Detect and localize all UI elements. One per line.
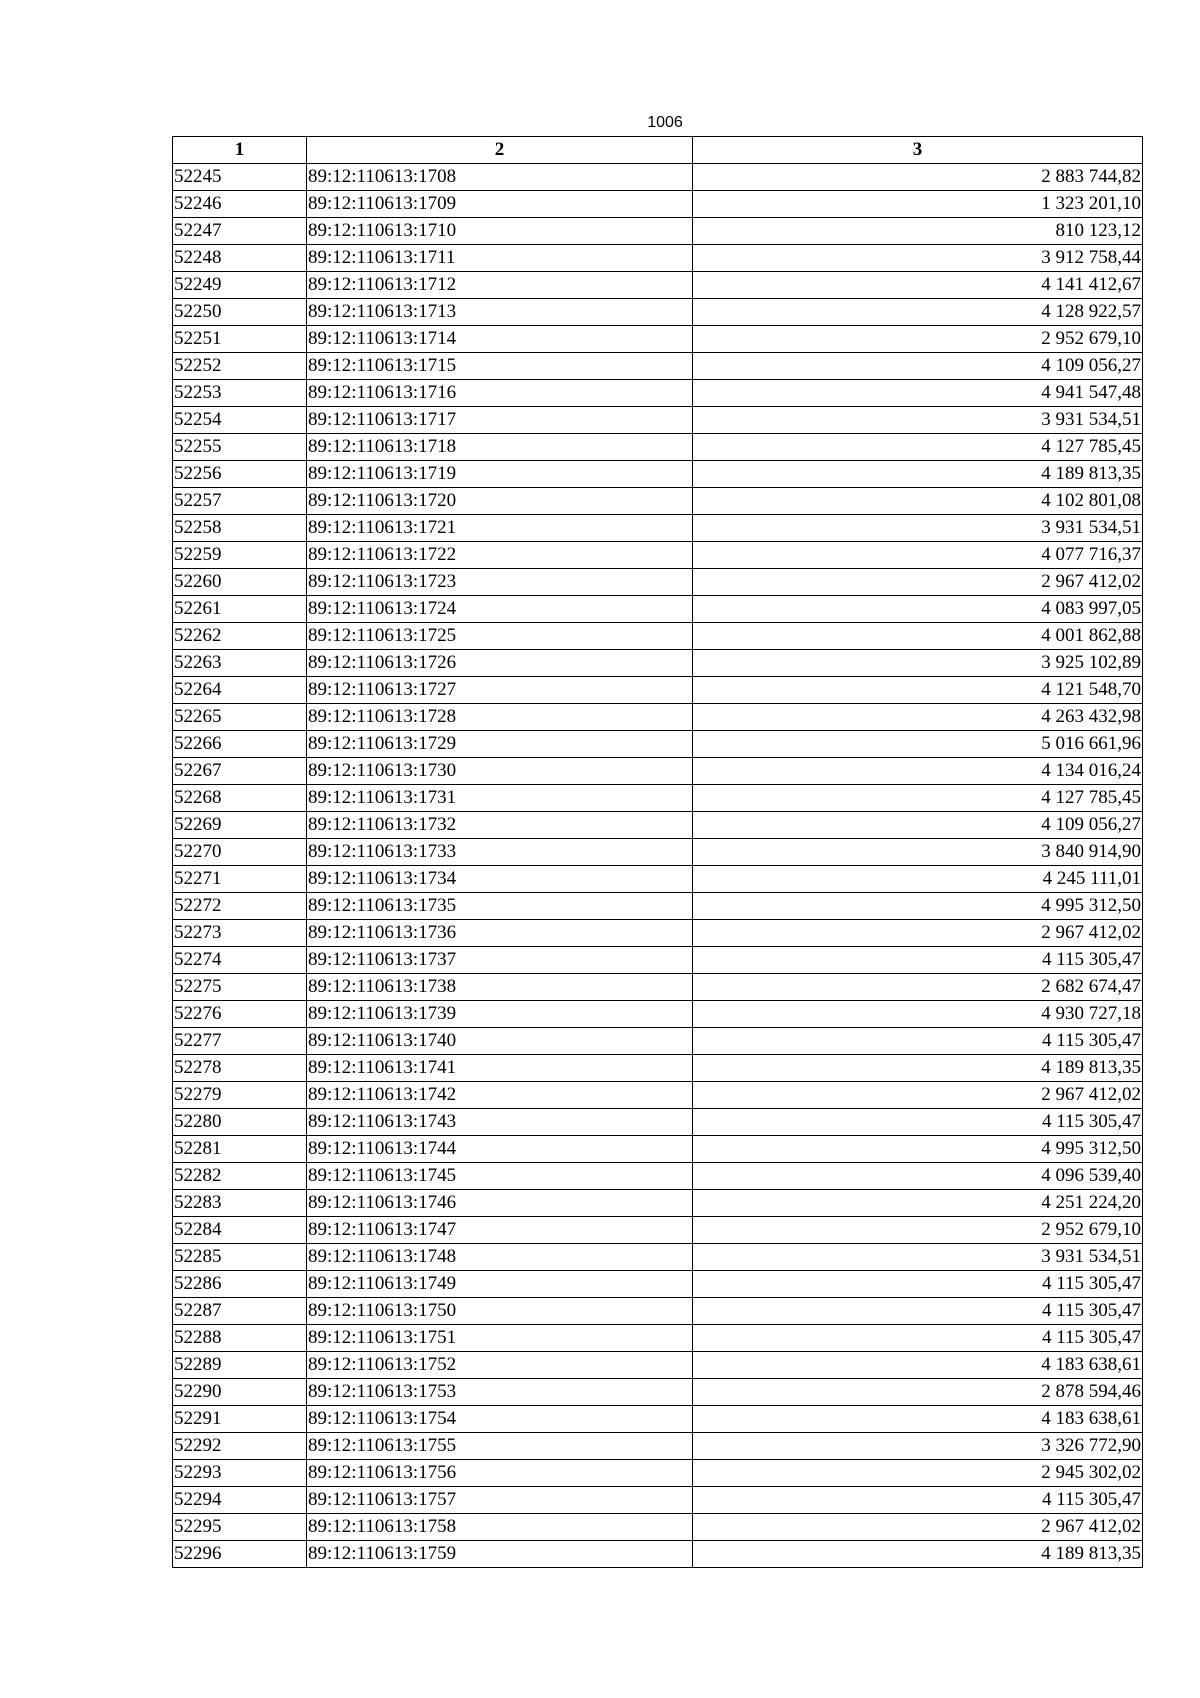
- row-number-cell: 52291: [173, 1406, 307, 1433]
- row-number-cell: 52262: [173, 623, 307, 650]
- row-number-cell: 52275: [173, 974, 307, 1001]
- cadastral-value-cell: 4 115 305,47: [693, 1271, 1143, 1298]
- cadastral-value-cell: 4 115 305,47: [693, 1325, 1143, 1352]
- cadastral-value-cell: 3 931 534,51: [693, 407, 1143, 434]
- cadastral-value-cell: 4 109 056,27: [693, 353, 1143, 380]
- row-number-cell: 52272: [173, 893, 307, 920]
- cadastral-value-cell: 4 127 785,45: [693, 785, 1143, 812]
- cadastral-value-cell: 4 134 016,24: [693, 758, 1143, 785]
- table-row: [173, 1028, 1143, 1055]
- table-row: [173, 542, 1143, 569]
- table-row: [173, 1136, 1143, 1163]
- table-row: [173, 1190, 1143, 1217]
- table-row: [173, 515, 1143, 542]
- cadastral-number-cell: 89:12:110613:1746: [307, 1190, 693, 1217]
- cadastral-number-cell: 89:12:110613:1720: [307, 488, 693, 515]
- cadastral-number-cell: 89:12:110613:1751: [307, 1325, 693, 1352]
- cadastral-value-cell: 4 001 862,88: [693, 623, 1143, 650]
- row-number-cell: 52281: [173, 1136, 307, 1163]
- table-row: [173, 1055, 1143, 1082]
- row-number-cell: 52295: [173, 1514, 307, 1541]
- cadastral-value-cell: 2 945 302,02: [693, 1460, 1143, 1487]
- cadastral-number-cell: 89:12:110613:1726: [307, 650, 693, 677]
- cadastral-number-cell: 89:12:110613:1727: [307, 677, 693, 704]
- cadastral-value-cell: 4 077 716,37: [693, 542, 1143, 569]
- cadastral-number-cell: 89:12:110613:1722: [307, 542, 693, 569]
- row-number-cell: 52248: [173, 245, 307, 272]
- cadastral-number-cell: 89:12:110613:1754: [307, 1406, 693, 1433]
- cadastral-value-cell: 2 967 412,02: [693, 569, 1143, 596]
- cadastral-number-cell: 89:12:110613:1756: [307, 1460, 693, 1487]
- cadastral-number-cell: 89:12:110613:1718: [307, 434, 693, 461]
- cadastral-value-cell: 1 323 201,10: [693, 191, 1143, 218]
- cadastral-number-cell: 89:12:110613:1713: [307, 299, 693, 326]
- cadastral-number-cell: 89:12:110613:1729: [307, 731, 693, 758]
- row-number-cell: 52270: [173, 839, 307, 866]
- cadastral-value-cell: 4 115 305,47: [693, 1109, 1143, 1136]
- table-body: [173, 164, 1143, 1568]
- cadastral-number-cell: 89:12:110613:1758: [307, 1514, 693, 1541]
- row-number-cell: 52282: [173, 1163, 307, 1190]
- cadastral-number-cell: 89:12:110613:1748: [307, 1244, 693, 1271]
- table-row: [173, 434, 1143, 461]
- table-row: [173, 974, 1143, 1001]
- table-row: [173, 947, 1143, 974]
- cadastral-value-cell: 2 878 594,46: [693, 1379, 1143, 1406]
- cadastral-value-cell: 4 189 813,35: [693, 1541, 1143, 1568]
- cadastral-value-cell: 4 115 305,47: [693, 1487, 1143, 1514]
- table-row: [173, 380, 1143, 407]
- cadastral-value-cell: 3 326 772,90: [693, 1433, 1143, 1460]
- table-row: [173, 1244, 1143, 1271]
- cadastral-value-cell: 2 952 679,10: [693, 326, 1143, 353]
- cadastral-number-cell: 89:12:110613:1728: [307, 704, 693, 731]
- row-number-cell: 52265: [173, 704, 307, 731]
- table-row: [173, 1325, 1143, 1352]
- cadastral-value-cell: 4 930 727,18: [693, 1001, 1143, 1028]
- row-number-cell: 52269: [173, 812, 307, 839]
- cadastral-number-cell: 89:12:110613:1745: [307, 1163, 693, 1190]
- table-row: [173, 1487, 1143, 1514]
- table-row: [173, 866, 1143, 893]
- table-row: [173, 1379, 1143, 1406]
- cadastral-number-cell: 89:12:110613:1750: [307, 1298, 693, 1325]
- row-number-cell: 52260: [173, 569, 307, 596]
- table-row: [173, 785, 1143, 812]
- row-number-cell: 52251: [173, 326, 307, 353]
- table-row: [173, 569, 1143, 596]
- cadastral-value-cell: 2 952 679,10: [693, 1217, 1143, 1244]
- cadastral-value-cell: 4 115 305,47: [693, 1028, 1143, 1055]
- table-row: [173, 812, 1143, 839]
- cadastral-number-cell: 89:12:110613:1710: [307, 218, 693, 245]
- cadastral-number-cell: 89:12:110613:1731: [307, 785, 693, 812]
- cadastral-number-cell: 89:12:110613:1744: [307, 1136, 693, 1163]
- cadastral-value-cell: 4 189 813,35: [693, 1055, 1143, 1082]
- table-row: [173, 488, 1143, 515]
- table-row: [173, 1460, 1143, 1487]
- table-row: [173, 1298, 1143, 1325]
- cadastral-number-cell: 89:12:110613:1708: [307, 164, 693, 191]
- cadastral-value-cell: 4 115 305,47: [693, 947, 1143, 974]
- cadastral-value-cell: 4 251 224,20: [693, 1190, 1143, 1217]
- table-row: [173, 407, 1143, 434]
- cadastral-number-cell: 89:12:110613:1739: [307, 1001, 693, 1028]
- cadastral-value-cell: 4 995 312,50: [693, 893, 1143, 920]
- row-number-cell: 52255: [173, 434, 307, 461]
- cadastral-number-cell: 89:12:110613:1715: [307, 353, 693, 380]
- table-row: [173, 245, 1143, 272]
- cadastral-number-cell: 89:12:110613:1740: [307, 1028, 693, 1055]
- table-row: [173, 650, 1143, 677]
- table-row: [173, 353, 1143, 380]
- table-row: [173, 839, 1143, 866]
- row-number-cell: 52257: [173, 488, 307, 515]
- cadastral-value-cell: 4 245 111,01: [693, 866, 1143, 893]
- row-number-cell: 52292: [173, 1433, 307, 1460]
- cadastral-value-cell: 4 183 638,61: [693, 1352, 1143, 1379]
- row-number-cell: 52266: [173, 731, 307, 758]
- table-header: [173, 137, 1143, 164]
- cadastral-number-cell: 89:12:110613:1757: [307, 1487, 693, 1514]
- table-row: [173, 1514, 1143, 1541]
- cadastral-number-cell: 89:12:110613:1755: [307, 1433, 693, 1460]
- row-number-cell: 52263: [173, 650, 307, 677]
- cadastral-value-cell: 4 141 412,67: [693, 272, 1143, 299]
- cadastral-value-cell: 2 967 412,02: [693, 1082, 1143, 1109]
- row-number-cell: 52289: [173, 1352, 307, 1379]
- row-number-cell: 52268: [173, 785, 307, 812]
- cadastral-value-cell: 4 128 922,57: [693, 299, 1143, 326]
- table-row: [173, 1217, 1143, 1244]
- page-number: 1006: [647, 114, 683, 131]
- cadastral-number-cell: 89:12:110613:1730: [307, 758, 693, 785]
- table-row: [173, 731, 1143, 758]
- row-number-cell: 52274: [173, 947, 307, 974]
- cadastral-number-cell: 89:12:110613:1753: [307, 1379, 693, 1406]
- cadastral-number-cell: 89:12:110613:1734: [307, 866, 693, 893]
- row-number-cell: 52264: [173, 677, 307, 704]
- cadastral-value-cell: 3 912 758,44: [693, 245, 1143, 272]
- table-row: [173, 299, 1143, 326]
- cadastral-number-cell: 89:12:110613:1719: [307, 461, 693, 488]
- table-row: [173, 920, 1143, 947]
- cadastral-number-cell: 89:12:110613:1709: [307, 191, 693, 218]
- cadastral-number-cell: 89:12:110613:1741: [307, 1055, 693, 1082]
- row-number-cell: 52254: [173, 407, 307, 434]
- cadastral-number-cell: 89:12:110613:1749: [307, 1271, 693, 1298]
- row-number-cell: 52296: [173, 1541, 307, 1568]
- cadastral-value-cell: 3 931 534,51: [693, 515, 1143, 542]
- cadastral-number-cell: 89:12:110613:1711: [307, 245, 693, 272]
- column-header-2: 2: [307, 137, 693, 164]
- row-number-cell: 52287: [173, 1298, 307, 1325]
- cadastral-value-cell: 4 109 056,27: [693, 812, 1143, 839]
- row-number-cell: 52247: [173, 218, 307, 245]
- cadastral-number-cell: 89:12:110613:1759: [307, 1541, 693, 1568]
- table-row: [173, 596, 1143, 623]
- cadastral-value-table: [172, 136, 1143, 1568]
- cadastral-value-cell: 2 967 412,02: [693, 1514, 1143, 1541]
- cadastral-number-cell: 89:12:110613:1725: [307, 623, 693, 650]
- row-number-cell: 52293: [173, 1460, 307, 1487]
- row-number-cell: 52294: [173, 1487, 307, 1514]
- cadastral-number-cell: 89:12:110613:1747: [307, 1217, 693, 1244]
- row-number-cell: 52253: [173, 380, 307, 407]
- table-row: [173, 1163, 1143, 1190]
- row-number-cell: 52261: [173, 596, 307, 623]
- row-number-cell: 52273: [173, 920, 307, 947]
- table-row: [173, 893, 1143, 920]
- cadastral-value-cell: 2 682 674,47: [693, 974, 1143, 1001]
- row-number-cell: 52278: [173, 1055, 307, 1082]
- row-number-cell: 52277: [173, 1028, 307, 1055]
- cadastral-value-cell: 3 931 534,51: [693, 1244, 1143, 1271]
- cadastral-number-cell: 89:12:110613:1752: [307, 1352, 693, 1379]
- row-number-cell: 52283: [173, 1190, 307, 1217]
- table-row: [173, 191, 1143, 218]
- cadastral-number-cell: 89:12:110613:1733: [307, 839, 693, 866]
- cadastral-value-cell: 810 123,12: [693, 218, 1143, 245]
- row-number-cell: 52250: [173, 299, 307, 326]
- cadastral-value-cell: 2 883 744,82: [693, 164, 1143, 191]
- cadastral-value-cell: 3 925 102,89: [693, 650, 1143, 677]
- row-number-cell: 52280: [173, 1109, 307, 1136]
- table-row: [173, 326, 1143, 353]
- cadastral-number-cell: 89:12:110613:1743: [307, 1109, 693, 1136]
- cadastral-number-cell: 89:12:110613:1732: [307, 812, 693, 839]
- row-number-cell: 52245: [173, 164, 307, 191]
- cadastral-number-cell: 89:12:110613:1737: [307, 947, 693, 974]
- cadastral-value-cell: 4 083 997,05: [693, 596, 1143, 623]
- table-row: [173, 272, 1143, 299]
- row-number-cell: 52276: [173, 1001, 307, 1028]
- row-number-cell: 52259: [173, 542, 307, 569]
- table-row: [173, 1406, 1143, 1433]
- table-row: [173, 1109, 1143, 1136]
- cadastral-value-cell: 4 121 548,70: [693, 677, 1143, 704]
- row-number-cell: 52252: [173, 353, 307, 380]
- row-number-cell: 52246: [173, 191, 307, 218]
- cadastral-number-cell: 89:12:110613:1721: [307, 515, 693, 542]
- cadastral-value-cell: 4 263 432,98: [693, 704, 1143, 731]
- table-row: [173, 1001, 1143, 1028]
- row-number-cell: 52249: [173, 272, 307, 299]
- cadastral-value-cell: 4 096 539,40: [693, 1163, 1143, 1190]
- row-number-cell: 52284: [173, 1217, 307, 1244]
- cadastral-number-cell: 89:12:110613:1712: [307, 272, 693, 299]
- table-row: [173, 218, 1143, 245]
- cadastral-value-cell: 5 016 661,96: [693, 731, 1143, 758]
- cadastral-number-cell: 89:12:110613:1717: [307, 407, 693, 434]
- table-row: [173, 1433, 1143, 1460]
- cadastral-value-cell: 4 189 813,35: [693, 461, 1143, 488]
- table-row: [173, 1352, 1143, 1379]
- cadastral-value-cell: 4 995 312,50: [693, 1136, 1143, 1163]
- row-number-cell: 52279: [173, 1082, 307, 1109]
- cadastral-value-cell: 4 941 547,48: [693, 380, 1143, 407]
- cadastral-value-cell: 4 102 801,08: [693, 488, 1143, 515]
- header-row: [173, 137, 1143, 164]
- row-number-cell: 52267: [173, 758, 307, 785]
- cadastral-value-cell: 4 127 785,45: [693, 434, 1143, 461]
- row-number-cell: 52286: [173, 1271, 307, 1298]
- table-row: [173, 758, 1143, 785]
- cadastral-number-cell: 89:12:110613:1742: [307, 1082, 693, 1109]
- column-header-1: 1: [173, 137, 307, 164]
- row-number-cell: 52285: [173, 1244, 307, 1271]
- cadastral-number-cell: 89:12:110613:1736: [307, 920, 693, 947]
- table-row: [173, 1541, 1143, 1568]
- cadastral-number-cell: 89:12:110613:1724: [307, 596, 693, 623]
- row-number-cell: 52290: [173, 1379, 307, 1406]
- column-header-3: 3: [693, 137, 1143, 164]
- table-row: [173, 164, 1143, 191]
- cadastral-number-cell: 89:12:110613:1735: [307, 893, 693, 920]
- cadastral-number-cell: 89:12:110613:1714: [307, 326, 693, 353]
- table-row: [173, 623, 1143, 650]
- table-row: [173, 677, 1143, 704]
- row-number-cell: 52271: [173, 866, 307, 893]
- cadastral-value-cell: 4 115 305,47: [693, 1298, 1143, 1325]
- table-row: [173, 1271, 1143, 1298]
- table-row: [173, 1082, 1143, 1109]
- cadastral-number-cell: 89:12:110613:1738: [307, 974, 693, 1001]
- cadastral-value-cell: 2 967 412,02: [693, 920, 1143, 947]
- row-number-cell: 52258: [173, 515, 307, 542]
- cadastral-value-cell: 4 183 638,61: [693, 1406, 1143, 1433]
- cadastral-value-cell: 3 840 914,90: [693, 839, 1143, 866]
- table-row: [173, 704, 1143, 731]
- cadastral-number-cell: 89:12:110613:1723: [307, 569, 693, 596]
- table-row: [173, 461, 1143, 488]
- cadastral-number-cell: 89:12:110613:1716: [307, 380, 693, 407]
- row-number-cell: 52288: [173, 1325, 307, 1352]
- row-number-cell: 52256: [173, 461, 307, 488]
